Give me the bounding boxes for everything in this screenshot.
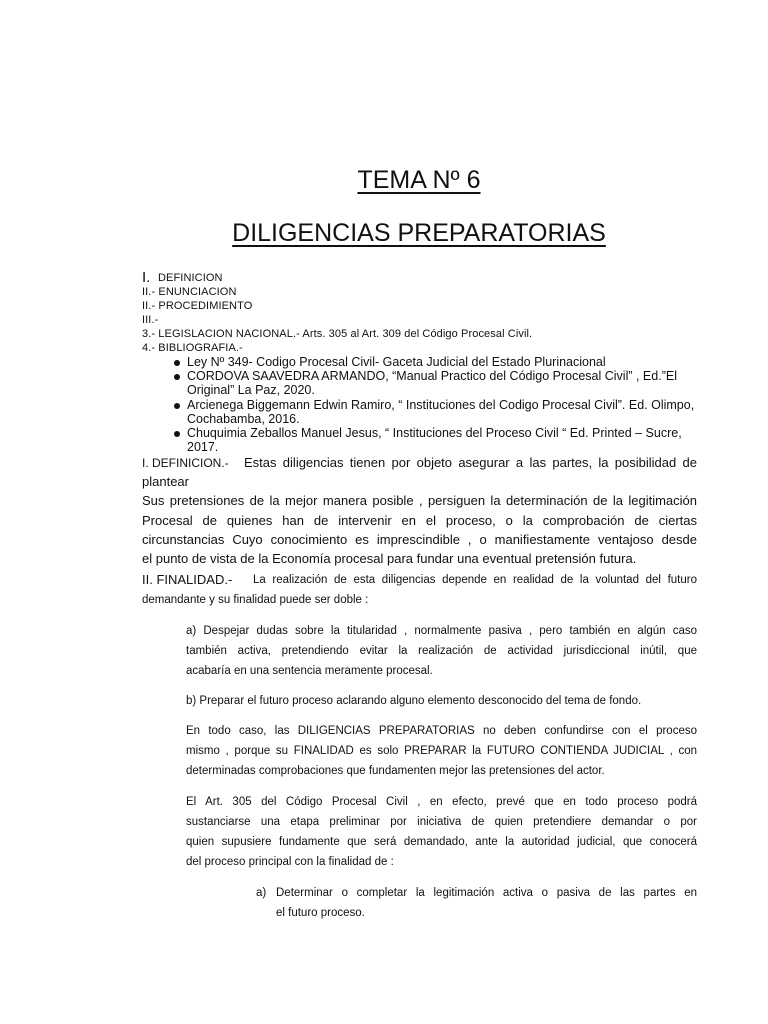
outline-roman-one: I. [142, 269, 151, 286]
definicion-line: Estas diligencias tienen por objeto asegurar a las partes, la posibilidad de [244, 455, 697, 470]
item-a-line: acabaría en una sentencia meramente procesal. [186, 665, 433, 677]
outline-item-legislacion: 3.- LEGISLACION NACIONAL.- Arts. 305 al Art. 309 del Código Procesal Civil. [142, 328, 533, 340]
sub-a-label: a) [256, 887, 267, 899]
bullet-icon [174, 431, 180, 437]
definicion-line: plantear [142, 474, 189, 489]
outline-item-definicion: DEFINICION [158, 272, 223, 284]
bullet-icon [174, 374, 180, 380]
definicion-line: circunstancias Cuyo conocimiento es imprescindible , o manifiestamente ventajoso desde [142, 532, 697, 547]
sub-a-line: Determinar o completar la legitimación activa o pasiva de las partes en [276, 887, 697, 899]
todo-caso-line: mismo , porque su FINALIDAD es solo PREPARAR la FUTURO CONTIENDA JUDICIAL , con [186, 745, 697, 757]
bibliography-item: Arcienega Biggemann Edwin Ramiro, “ Instituciones del Codigo Procesal Civil”. Ed. Olimpo, [187, 398, 695, 412]
item-a-line: también activa, pretendiendo evitar la realización de actividad jurisdiccional inútil, que [186, 645, 697, 657]
outline-item-procedimiento: II.- PROCEDIMIENTO [142, 300, 253, 312]
bibliography-item: Chuquimia Zeballos Manuel Jesus, “ Instituciones del Proceso Civil “ Ed. Printed – Sucre, [187, 426, 682, 440]
sub-a-line: el futuro proceso. [276, 907, 365, 919]
outline-item-bibliografia: 4.- BIBLIOGRAFIA.- [142, 342, 243, 354]
todo-caso-line: En todo caso, las DILIGENCIAS PREPARATORIAS no deben confundirse con el proceso [186, 725, 697, 737]
todo-caso-line: determinadas comprobaciones que fundamenten mejor las pretensiones del actor. [186, 765, 605, 777]
art305-line: sustanciarse una etapa preliminar por iniciativa de quien pretendiere demandar o por [186, 816, 697, 828]
bibliography-item-cont: 2017. [187, 440, 219, 454]
item-a-line: a) Despejar dudas sobre la titularidad , normalmente pasiva , pero también en algún caso [186, 625, 697, 637]
definicion-line: el punto de vista de la Economía procesal para fundar una eventual pretensión futura. [142, 551, 637, 566]
outline-item-enunciacion: II.- ENUNCIACION [142, 286, 237, 298]
bibliography-item-cont: Original” La Paz, 2020. [187, 383, 315, 397]
art305-line: quien supusiere fundamente que será demandado, ante la autoridad judicial, que conocerá [186, 836, 697, 848]
art305-line: El Art. 305 del Código Procesal Civil , en efecto, prevé que en todo proceso podrá [186, 796, 697, 808]
outline-item-iii: III.- [142, 314, 159, 326]
bibliography-item: CORDOVA SAAVEDRA ARMANDO, “Manual Practico del Código Procesal Civil” , Ed.”El [187, 369, 677, 383]
art305-line: del proceso principal con la finalidad de : [186, 856, 394, 868]
bibliography-item-cont: Cochabamba, 2016. [187, 412, 300, 426]
item-b-line: b) Preparar el futuro proceso aclarando alguno elemento desconocido del tema de fondo. [186, 695, 642, 707]
bibliography-item: Ley Nº 349- Codigo Procesal Civil- Gaceta Judicial del Estado Plurinacional [187, 355, 606, 369]
definicion-line: Sus pretensiones de la mejor manera posible , persiguen la determinación de la legitimación [142, 493, 697, 508]
definicion-line: Procesal de quienes han de intervenir en el proceso, o la comprobación de ciertas [142, 513, 697, 528]
tema-title: TEMA Nº 6 [357, 166, 481, 194]
finalidad-line: demandante y su finalidad puede ser doble : [142, 594, 369, 606]
bullet-icon [174, 403, 180, 409]
bullet-icon [174, 360, 180, 366]
page-title: DILIGENCIAS PREPARATORIAS [232, 219, 606, 247]
finalidad-heading: II. FINALIDAD.- [142, 572, 233, 587]
finalidad-line: La realización de esta diligencias depende en realidad de la voluntad del futuro [253, 574, 697, 586]
definicion-heading: I. DEFINICION.- [142, 456, 229, 470]
